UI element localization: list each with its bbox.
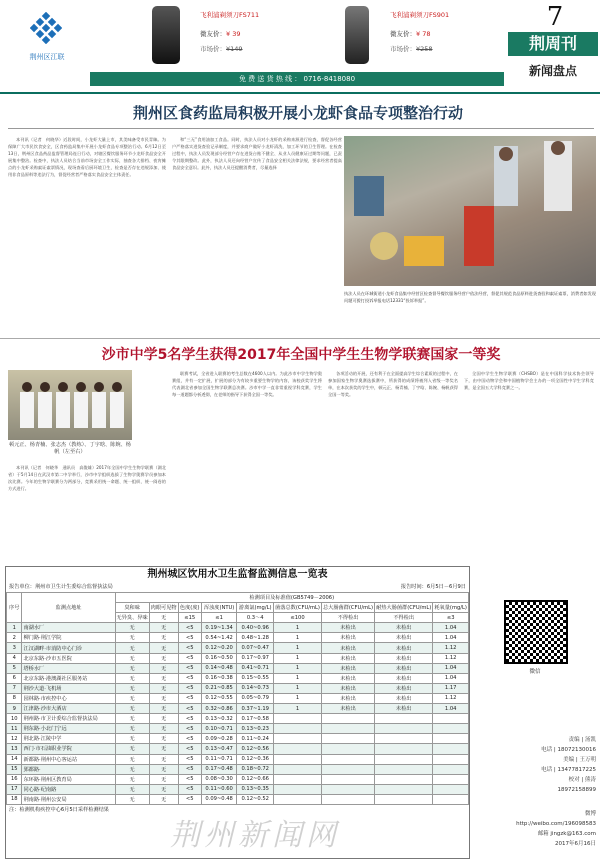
value-cell: 无 (149, 774, 178, 784)
table-row (7, 633, 469, 643)
credits: 责编 | 汤凯 电话 | 18072130016 美编 | 王万明 电话 | 13477817225 校对 | 熊涛 18972158899 微博 http://weibo.com/196098583 邮箱 jingzk@163.com 2017年6月16日 (474, 735, 596, 849)
param-header: 色度(度) (178, 603, 201, 613)
site-cell: 塔桥水厂 (22, 663, 115, 673)
site-cell: 园林路·市疾控中心 (22, 693, 115, 703)
crowd-photo-shapes (344, 136, 596, 286)
value-cell: 0.17~0.48 (201, 764, 237, 774)
water-data-table (6, 592, 469, 805)
value-cell: 无 (149, 714, 178, 724)
value-cell: 0.15~0.55 (237, 673, 274, 683)
value-cell: 0.13~0.32 (201, 714, 237, 724)
value-cell: 未检出 (321, 704, 374, 714)
value-cell: 0.17~0.97 (237, 653, 274, 663)
value-cell: 12 (7, 734, 22, 744)
value-cell (274, 714, 322, 724)
article2-photo (8, 370, 132, 440)
value-cell: 1.04 (433, 633, 469, 643)
param-limit: 无异臭、异味 (115, 613, 149, 623)
value-cell: 无 (149, 643, 178, 653)
value-cell: <5 (178, 663, 201, 673)
value-cell: 1.04 (433, 663, 469, 673)
value-cell: 14 (7, 754, 22, 764)
table-row (7, 643, 469, 653)
value-cell: 1 (274, 633, 322, 643)
table-note: 注：检测机构疾控中心6月5日采样检测结果 (9, 806, 109, 813)
article1-col1: 本刊讯（记者 何晓华）近段时间，小龙虾大量上市，其美味备受市民青睐。为保障广大市民饮食安全，区食药监局集中开展小龙虾食品专项整治行动。6月12日至13日，荆州区食品药品监督管理局连日行动，对辖区餐饮服务环节小龙虾食品安全开展集中整治。检查中，执法人员结合当前市场安全工作实际，抽查各大排档、夜宵摊点的小龙虾采购索证索票情况，现场查看后厨环境卫生，检查是否存在违规添加、使用非食品原料等违法行为，督促经营者严格落实食品安全主体责任。 (8, 137, 166, 178)
param-header: 肉眼可见物 (149, 603, 178, 613)
value-cell: 1 (274, 653, 322, 663)
value-cell: 未检出 (321, 663, 374, 673)
value-cell (375, 774, 433, 784)
value-cell (321, 734, 374, 744)
value-cell: 无 (149, 734, 178, 744)
value-cell (375, 744, 433, 754)
value-cell: 0.40~0.96 (237, 623, 274, 633)
value-cell: 0.14~0.48 (201, 663, 237, 673)
value-cell: 未检出 (375, 693, 433, 703)
value-cell: 1 (274, 673, 322, 683)
value-cell: 无 (115, 663, 149, 673)
value-cell (375, 784, 433, 794)
value-cell: 无 (115, 764, 149, 774)
value-cell: 未检出 (375, 683, 433, 693)
param-limit: 不得检出 (375, 613, 433, 623)
site-cell: 东环路·荆州区教育局 (22, 774, 115, 784)
value-cell: 0.13~0.35 (237, 784, 274, 794)
qr-code (504, 600, 568, 664)
param-limit: 0.3～4 (237, 613, 274, 623)
article2-col3: 各项活动的开展，还有利于在全面提高学生综合素质的过程中，在参加国家生物学奥赛选拔赛中，所获得的成绩将被列入省级一等奖名单，在本次获奖的学生中，顿元正、杨青楠、丁宇晗、陈婉、杨帆获得全国一等奖。 (328, 371, 458, 398)
article-divider (0, 338, 600, 339)
value-cell: 1 (7, 623, 22, 633)
ad-product-1-name: 飞利浦剃须刀FS711 (200, 11, 260, 19)
value-cell: <5 (178, 794, 201, 804)
value-cell: 未检出 (375, 643, 433, 653)
value-cell: 无 (149, 673, 178, 683)
value-cell: 0.12~0.20 (201, 643, 237, 653)
value-cell: <5 (178, 714, 201, 724)
value-cell: 未检出 (375, 663, 433, 673)
value-cell: 无 (115, 734, 149, 744)
value-cell: 0.12~0.52 (237, 794, 274, 804)
value-cell: <5 (178, 734, 201, 744)
value-cell: 0.16~0.50 (201, 653, 237, 663)
table-row (7, 704, 469, 714)
value-cell: 0.05~0.79 (237, 693, 274, 703)
article2-title: 沙市中学5名学生获得2017年全国中学生生物学联赛国家一等奖 (101, 347, 501, 363)
ad-product-2: 飞利浦剃须刀FS901 微友价：¥ 78 市场价：¥258 (390, 10, 490, 53)
value-cell: 0.32~0.86 (201, 704, 237, 714)
value-cell: 0.13~0.23 (237, 724, 274, 734)
ad-banner (90, 0, 504, 72)
param-limit: ≤100 (274, 613, 322, 623)
value-cell: 0.09~0.48 (201, 794, 237, 804)
report-unit: 报告单位：荆州市卫生计生委综合监督执法局 (9, 584, 113, 590)
value-cell (274, 734, 322, 744)
value-cell: 未检出 (375, 633, 433, 643)
value-cell: 无 (115, 673, 149, 683)
logo-text: 荆州区江联 (29, 53, 65, 61)
table-row (7, 623, 469, 633)
article1-photo (344, 136, 596, 286)
value-cell: 0.12~0.55 (201, 693, 237, 703)
value-cell: 无 (115, 704, 149, 714)
param-header: 总大肠菌群(CFU/mL) (321, 603, 374, 613)
page-number: 7 (546, 2, 564, 32)
value-cell: <5 (178, 744, 201, 754)
value-cell: 0.37~1.19 (237, 704, 274, 714)
value-cell: 无 (149, 754, 178, 764)
value-cell: 8 (7, 693, 22, 703)
param-limit: 不得检出 (321, 613, 374, 623)
param-header: 浑浊度(NTU) (201, 603, 237, 613)
value-cell: 15 (7, 764, 22, 774)
table-body (7, 623, 469, 805)
value-cell (274, 784, 322, 794)
value-cell: 7 (7, 683, 22, 693)
value-cell (375, 764, 433, 774)
qr-label: 微信 (529, 669, 541, 675)
value-cell: 无 (115, 784, 149, 794)
value-cell (433, 794, 469, 804)
paper-name: 荆周刊 (508, 32, 598, 56)
value-cell (433, 764, 469, 774)
value-cell: 1 (274, 643, 322, 653)
col-addr-header: 监测点地址 (22, 593, 115, 623)
value-cell: 1.04 (433, 623, 469, 633)
param-header: 耐热大肠菌群(CFU/mL) (375, 603, 433, 613)
value-cell: 0.13~0.47 (201, 744, 237, 754)
value-cell: 0.17~0.58 (237, 714, 274, 724)
value-cell: 无 (115, 633, 149, 643)
value-cell: 1.17 (433, 683, 469, 693)
table-row (7, 693, 469, 703)
site-cell: 荆南路·荆州公安局 (22, 794, 115, 804)
value-cell (321, 774, 374, 784)
ad-product-2-market-price: ¥258 (416, 45, 433, 53)
value-cell: 6 (7, 673, 22, 683)
value-cell: 未检出 (321, 683, 374, 693)
value-cell: 无 (149, 683, 178, 693)
ad-product-1: 飞利浦剃须刀FS711 微友价：¥ 39 市场价：¥149 (200, 10, 290, 53)
value-cell: 无 (149, 704, 178, 714)
value-cell (321, 744, 374, 754)
value-cell (375, 734, 433, 744)
weibo-link[interactable]: http://weibo.com/196098583 (516, 821, 596, 827)
value-cell: <5 (178, 653, 201, 663)
value-cell: 无 (115, 754, 149, 764)
value-cell: 0.10~0.71 (201, 724, 237, 734)
value-cell: 无 (115, 724, 149, 734)
value-cell: 1.04 (433, 704, 469, 714)
value-cell: 未检出 (375, 673, 433, 683)
value-cell: 0.18~0.72 (237, 764, 274, 774)
value-cell: 13 (7, 744, 22, 754)
value-cell: 1 (274, 693, 322, 703)
value-cell: 17 (7, 784, 22, 794)
table-row (7, 754, 469, 764)
value-cell: <5 (178, 754, 201, 764)
table-report-line (6, 583, 469, 592)
site-cell: 江汉湖畔·市消防中心门诊 (22, 643, 115, 653)
value-cell: 无 (115, 693, 149, 703)
value-cell (433, 714, 469, 724)
value-cell: 18 (7, 794, 22, 804)
article1-photo-caption: 执法人员在环城街道小龙虾食品集中经营区检查督导餐饮服务经营户依法经营，督促其规范食品原料进货查验和索证索票，消费者如发现问题可拨打投诉举报电话12331“投诉举报”。 (344, 291, 596, 304)
value-cell: 未检出 (321, 653, 374, 663)
value-cell: <5 (178, 683, 201, 693)
email-link[interactable]: 邮箱 jingzk@163.com (537, 831, 596, 837)
value-cell: 0.54~1.42 (201, 633, 237, 643)
value-cell: 无 (115, 744, 149, 754)
site-cell: 同心路·纪南路 (22, 784, 115, 794)
value-cell: 16 (7, 774, 22, 784)
value-cell: 未检出 (321, 673, 374, 683)
param-limit: ≤3 (433, 613, 469, 623)
table-title: 荆州城区饮用水卫生监督监测信息一览表 (147, 569, 328, 580)
value-cell: 1.12 (433, 693, 469, 703)
value-cell: 2 (7, 633, 22, 643)
header-divider (0, 92, 600, 94)
site-cell: 荆州路·市卫计委综合监督执法局 (22, 714, 115, 724)
standard-header: 检测项目及标准值(GB5749－2006) (115, 593, 468, 603)
value-cell: <5 (178, 724, 201, 734)
value-cell: 无 (115, 623, 149, 633)
value-cell: 无 (149, 623, 178, 633)
value-cell: 无 (115, 683, 149, 693)
param-header: 游离氯(mg/L) (237, 603, 274, 613)
value-cell (433, 774, 469, 784)
section-name: 新闻盘点 (528, 64, 577, 78)
value-cell (433, 734, 469, 744)
site-cell: 柳门路·荆江学院 (22, 633, 115, 643)
value-cell: 3 (7, 643, 22, 653)
value-cell (321, 724, 374, 734)
title-rule (8, 128, 594, 129)
value-cell: 0.11~0.60 (201, 784, 237, 794)
value-cell (321, 764, 374, 774)
site-cell: 南湖水厂 (22, 623, 115, 633)
site-cell: 西门·市石油职业学院 (22, 744, 115, 754)
table-row (7, 744, 469, 754)
value-cell (274, 724, 322, 734)
table-row (7, 774, 469, 784)
value-cell: 1.12 (433, 643, 469, 653)
value-cell: 0.14~0.73 (237, 683, 274, 693)
masthead-logo (8, 8, 86, 70)
table-row (7, 784, 469, 794)
value-cell: 0.48~1.28 (237, 633, 274, 643)
value-cell: 0.19~1.34 (201, 623, 237, 633)
site-cell: 荆沙大道·飞机场 (22, 683, 115, 693)
value-cell: 未检出 (321, 643, 374, 653)
value-cell (274, 764, 322, 774)
article2-photo-caption: 顿元正、杨青楠、张志杰（教练）、丁宇晗、陈婉、杨帆（左至右） (9, 442, 131, 455)
param-header: 菌落总数(CFU/mL) (274, 603, 322, 613)
value-cell: 0.07~0.47 (237, 643, 274, 653)
ad-hotline-bar: 免 费 送 货 热 线 ： 0716-8418080 (90, 72, 504, 86)
site-cell: 郢都路· (22, 764, 115, 774)
value-cell: 0.09~0.28 (201, 734, 237, 744)
value-cell: 4 (7, 653, 22, 663)
table-row (7, 714, 469, 724)
ad-product-2-name: 飞利浦剃须刀FS901 (390, 11, 450, 19)
value-cell: 无 (149, 693, 178, 703)
value-cell: 无 (149, 724, 178, 734)
value-cell (274, 754, 322, 764)
logo-diamond-icon (30, 12, 62, 44)
value-cell: 无 (115, 643, 149, 653)
value-cell: 未检出 (375, 704, 433, 714)
value-cell: 10 (7, 714, 22, 724)
value-cell (375, 724, 433, 734)
table-row (7, 724, 469, 734)
value-cell: 无 (115, 774, 149, 784)
site-cell: 北京东路·沙市五医院 (22, 653, 115, 663)
site-cell: 江津路·沙市大酒店 (22, 704, 115, 714)
value-cell (433, 724, 469, 734)
value-cell: 未检出 (375, 653, 433, 663)
value-cell: 1.04 (433, 673, 469, 683)
value-cell: 5 (7, 663, 22, 673)
ad-product-1-price: ¥ 39 (226, 30, 241, 38)
value-cell (321, 794, 374, 804)
value-cell: 1 (274, 704, 322, 714)
sidebar (474, 600, 596, 849)
site-cell: 北京东路·港澳湖社区服务站 (22, 673, 115, 683)
value-cell (321, 754, 374, 764)
value-cell: 无 (149, 784, 178, 794)
ad-product-2-price: ¥ 78 (416, 30, 431, 38)
value-cell: 0.12~0.56 (237, 744, 274, 754)
value-cell: 无 (115, 714, 149, 724)
value-cell: 0.12~0.36 (237, 754, 274, 764)
col-seq-header: 序号 (7, 593, 22, 623)
value-cell: 1.12 (433, 653, 469, 663)
value-cell: 0.16~0.38 (201, 673, 237, 683)
value-cell: 未检出 (375, 623, 433, 633)
param-header: 臭和味 (115, 603, 149, 613)
value-cell (375, 754, 433, 764)
watermark: 荆州新闻网 (170, 818, 340, 853)
value-cell: 无 (149, 744, 178, 754)
value-cell: 无 (149, 663, 178, 673)
value-cell: 无 (115, 794, 149, 804)
value-cell: <5 (178, 633, 201, 643)
value-cell: 0.41~0.71 (237, 663, 274, 673)
value-cell: 无 (149, 633, 178, 643)
value-cell: 11 (7, 724, 22, 734)
value-cell (433, 784, 469, 794)
value-cell: 1 (274, 663, 322, 673)
table-row (7, 734, 469, 744)
value-cell: 0.08~0.30 (201, 774, 237, 784)
value-cell (433, 754, 469, 764)
param-limit: ≤1 (201, 613, 237, 623)
value-cell: 1 (274, 683, 322, 693)
value-cell: 未检出 (321, 623, 374, 633)
table-row (7, 794, 469, 804)
issue-date: 2017年6月16日 (555, 841, 596, 847)
value-cell (321, 714, 374, 724)
value-cell: 9 (7, 704, 22, 714)
value-cell: <5 (178, 784, 201, 794)
value-cell (433, 744, 469, 754)
value-cell: 无 (149, 653, 178, 663)
value-cell: 0.12~0.66 (237, 774, 274, 784)
article1-col2: 和“三无”食用油加工食品。同时，执法人员对小龙虾的采购来源进行检查，督促各经营户严格落实进货查验记录制度，并要求商户做好小龙虾清洗、加工环节的卫生管理。在检查过程中，执法人员发现部分经营户存在进货台账不健全、从业人员健康证过期等问题，已责令其限期整改。此外，执法人员还向经营户宣传了食品安全相关法律法规，要求经营者提高食品安全意识。此外，执法人员还提醒消费者，尽量选择 (172, 137, 342, 171)
table-row (7, 663, 469, 673)
value-cell: 0.11~0.24 (237, 734, 274, 744)
value-cell: 无 (115, 653, 149, 663)
table-row (7, 764, 469, 774)
shaver-image-2 (345, 6, 369, 64)
table-row (7, 673, 469, 683)
article2-col2: 联赛考试，全省进入联赛的考生总数在4600人以内。为此沙市中学生物学奥赛组，并有一定扩展，扩展的部分为有较多重要生物学的内容，该校获奖学生将代表湖北省参加全国生物学联赛总决赛。沙市中学一直非常重视学科竞赛，学生每一道题都分析透彻，在老师的指导下获得全国一等奖。 (172, 371, 322, 398)
site-cell: 荆东路·小北门宁远 (22, 724, 115, 734)
report-time: 报告时间：6月5日－6月9日 (400, 584, 466, 590)
value-cell: 0.21~0.85 (201, 683, 237, 693)
value-cell: 0.11~0.71 (201, 754, 237, 764)
value-cell: <5 (178, 693, 201, 703)
value-cell (375, 714, 433, 724)
param-header: 耗氧量(mg/L) (433, 603, 469, 613)
site-cell: 新都路·荆州中心客运站 (22, 754, 115, 764)
value-cell (321, 784, 374, 794)
param-limit: 无 (149, 613, 178, 623)
value-cell (274, 774, 322, 784)
value-cell: 无 (149, 794, 178, 804)
value-cell: <5 (178, 764, 201, 774)
students-photo-shapes (8, 370, 132, 440)
table-row (7, 683, 469, 693)
value-cell (274, 794, 322, 804)
value-cell (274, 744, 322, 754)
value-cell: <5 (178, 774, 201, 784)
param-limit: ≤15 (178, 613, 201, 623)
value-cell: <5 (178, 704, 201, 714)
value-cell: <5 (178, 623, 201, 633)
article2-col1: 本刊讯（记者 何晓华 通讯员 高俊雄）2017年全国中学生生物学联赛（湖北省）于5月14日在武汉市第二中学举行，沙市中学组织选拔了生物学奥赛学员参加本次比赛。今年的生物学联赛分为两部分，竞赛采用统一命题、统一组织、统一阅卷的方式进行。 (8, 465, 166, 492)
value-cell: 无 (149, 764, 178, 774)
value-cell: <5 (178, 673, 201, 683)
value-cell: 未检出 (321, 633, 374, 643)
article1-title: 荆州区食药监局积极开展小龙虾食品专项整治行动 (132, 104, 463, 122)
value-cell (375, 794, 433, 804)
ad-product-1-market-price: ¥149 (226, 45, 243, 53)
table-row (7, 653, 469, 663)
site-cell: 荆北路·江陵中学 (22, 734, 115, 744)
article2-col4: 全国中学生生物学联赛（CHSBO）是在中国科学技术协会领导下，由中国动物学会和中国植物学会主办的一项全国性中学生学科竞赛，是全国五大学科竞赛之一。 (464, 371, 594, 391)
shaver-image-1 (152, 6, 180, 64)
value-cell: 未检出 (321, 693, 374, 703)
value-cell: 1 (274, 623, 322, 633)
value-cell: <5 (178, 643, 201, 653)
